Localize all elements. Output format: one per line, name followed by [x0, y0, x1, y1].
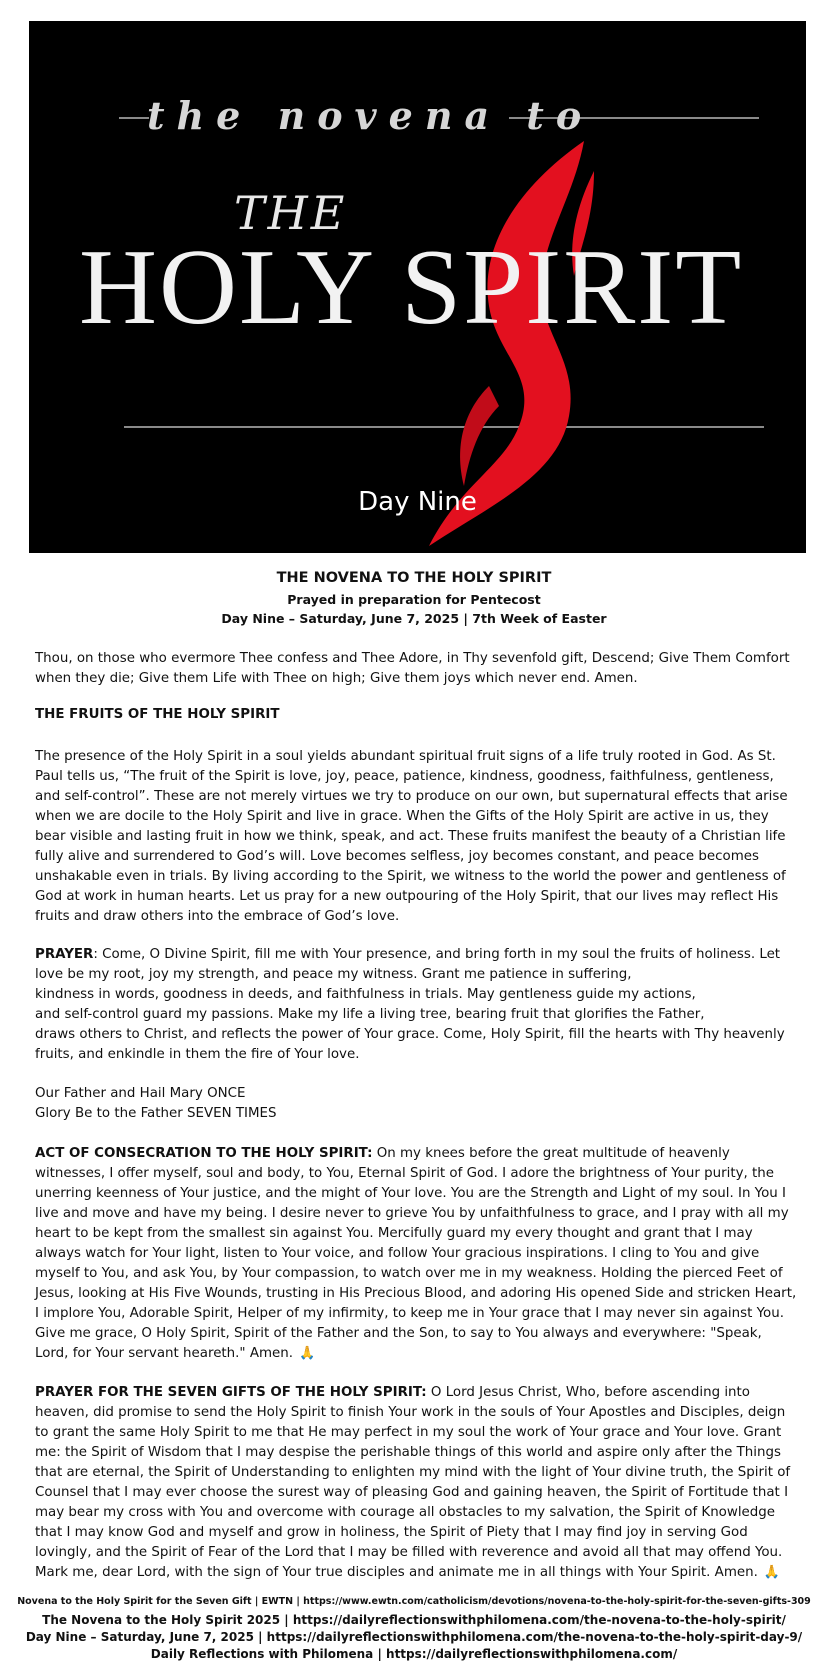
prayer-paragraph [35, 945, 797, 1065]
fruits-reflection: The presence of the Holy Spirit in a soul yields abundant spiritual fruit signs of a life truly rooted in God. As St. Paul tells us, “The fruit of the Spirit is love, joy, peace, patience, kindness, goodness, faithfulness, gentleness, and self-control”. These are not merely virtues we try to produce on our own, but supernatural effects that arise when we are docile to the Holy Spirit and live in grace. When the Gifts of the Holy Spirit are active in us, they bear visible and lasting fruit in how we think, speak, and act. These fruits manifest the beauty of a Christian life fully alive and surrendered to God’s will. Love becomes selfless, joy becomes constant, and peace becomes unshakable even in trials. By living according to the Spirit, we witness to the world the power and gentleness of God at work in human hearts. Let us pray for a new outpouring of the Holy Spirit, that our lives may reflect His fruits and draw others into the embrace of God’s love. [35, 749, 788, 924]
page-title: THE NOVENA TO THE HOLY SPIRIT [276, 570, 552, 586]
praying-hands-icon: 🙏 [763, 1565, 781, 1580]
seven-gifts-body: O Lord Jesus Christ, Who, before ascending into heaven, did promise to send the Holy Spirit to finish Your work in the souls of Your Apostles and Disciples, deign to grant the same Holy Spirit to me that He may perfect in my soul the work of Your grace and Your love. Grant me: the Spirit of Wisdom that I may despise the perishable things of this world and aspire only after the Things that are eternal, the Spirit of Understanding to enlighten my mind with the light of Your divine truth, the Spirit of Counsel that I may ever choose the surest way of pleasing God and gaining heaven, the Spirit of Fortitude that I may bear my cross with You and overcome with courage all obstacles to my salvation, the Spirit of Knowledge that I may know God and myself and grow in holiness, the Spirit of Piety that I may find joy in serving God lovingly, and the Spirit of Fear of the Lord that I may be filled with reverence and avoid all that may offend You. Mark me, dear Lord, with the sign of Your true disciples and animate me in all things with Your Spirit. Amen. [35, 1385, 791, 1580]
page-subtitle: Prayed in preparation for Pentecost [287, 592, 541, 607]
source-day-nine[interactable]: Day Nine – Saturday, June 7, 2025 | https://dailyreflectionswithphilomena.com/the-novena-to-the-holy-spirit-day-9/ [25, 1630, 803, 1644]
consecration-body: On my knees before the great multitude of heavenly witnesses, I offer myself, soul and body, to You, Eternal Spirit of God. I adore the brightness of Your purity, the unerring keenness of Your justice, and the might of Your love. You are the Strength and Light of my soul. In You I live and move and have my being. I desire never to grieve You by unfaithfulness to grace, and I pray with all my heart to be kept from the smallest sin against You. Mercifully guard my every thought and grant that I may always watch for Your light, listen to Your voice, and follow Your gracious inspirations. I cling to You and give myself to You, and ask You, by Your compassion, to watch over me in my weakness. Holding the pierced Feet of Jesus, looking at His Five Wounds, trusting in His Precious Blood, and adoring His opened Side and stricken Heart, I implore You, Adorable Spirit, Helper of my infirmity, to keep me in Your grace that I may never sin against You. Give me grace, O Holy Spirit, Spirit of the Father and the Son, to say to You always and everywhere: "Speak, Lord, for Your servant heareth." Amen. [35, 1146, 797, 1361]
seven-gifts-paragraph [35, 1383, 797, 1583]
source-site[interactable]: Daily Reflections with Philomena | https://dailyreflectionswithphilomena.com/ [150, 1647, 678, 1661]
prayer-line: draws others to Christ, and reflects the power of Your grace. Come, Holy Spirit, fill the hearts with Thy heavenly fruits, and enkindle in them the fire of Your love. [35, 1027, 785, 1062]
glory-be-line: Glory Be to the Father SEVEN TIMES [35, 1106, 277, 1121]
banner-day-label: Day Nine [358, 487, 477, 517]
source-ewtn[interactable]: Novena to the Holy Spirit for the Seven Gift | EWTN | https://www.ewtn.com/catholicism/devotions/novena-to-the-holy-spirit-for-the-seven-gifts-309 [17, 1596, 811, 1607]
banner-subtitle: the novena to [147, 93, 594, 138]
prayer-line: and self-control guard my passions. Make my life a living tree, bearing fruit that glorifies the Father, [35, 1007, 705, 1022]
consecration-label: ACT OF CONSECRATION TO THE HOLY SPIRIT: [35, 1146, 373, 1161]
consecration-paragraph [35, 1144, 797, 1364]
source-novena-series[interactable]: The Novena to the Holy Spirit 2025 | https://dailyreflectionswithphilomena.com/the-novena-to-the-holy-spirit/ [42, 1613, 786, 1627]
banner-title: HOLY SPIRIT [79, 228, 744, 347]
banner-the-word: THE [234, 186, 348, 240]
prayer-line-text: : Come, O Divine Spirit, fill me with Your presence, and bring forth in my soul the fruits of holiness. Let love be my root, joy my strength, and peace my witness. Grant me patience in suffering, [35, 947, 781, 982]
hero-banner [29, 21, 806, 553]
prayer-label: PRAYER [35, 947, 94, 962]
praying-hands-icon: 🙏 [299, 1346, 316, 1361]
seven-gifts-label: PRAYER FOR THE SEVEN GIFTS OF THE HOLY SPIRIT: [35, 1385, 427, 1400]
prayer-line: kindness in words, goodness in deeds, and faithfulness in trials. May gentleness guide my actions, [35, 987, 696, 1002]
prayer-line [35, 945, 797, 985]
opening-hymn: Thou, on those who evermore Thee confess and Thee Adore, in Thy sevenfold gift, Descend; Give Them Comfort when they die; Give them Life with Thee on high; Give them joys which never end. Amen. [35, 651, 790, 686]
fruits-heading: THE FRUITS OF THE HOLY SPIRIT [35, 707, 280, 722]
banner-rule-left [119, 117, 149, 119]
our-father-line: Our Father and Hail Mary ONCE [35, 1086, 246, 1101]
date-line: Day Nine – Saturday, June 7, 2025 | 7th Week of Easter [221, 611, 607, 626]
devotions-instructions [35, 1084, 797, 1124]
